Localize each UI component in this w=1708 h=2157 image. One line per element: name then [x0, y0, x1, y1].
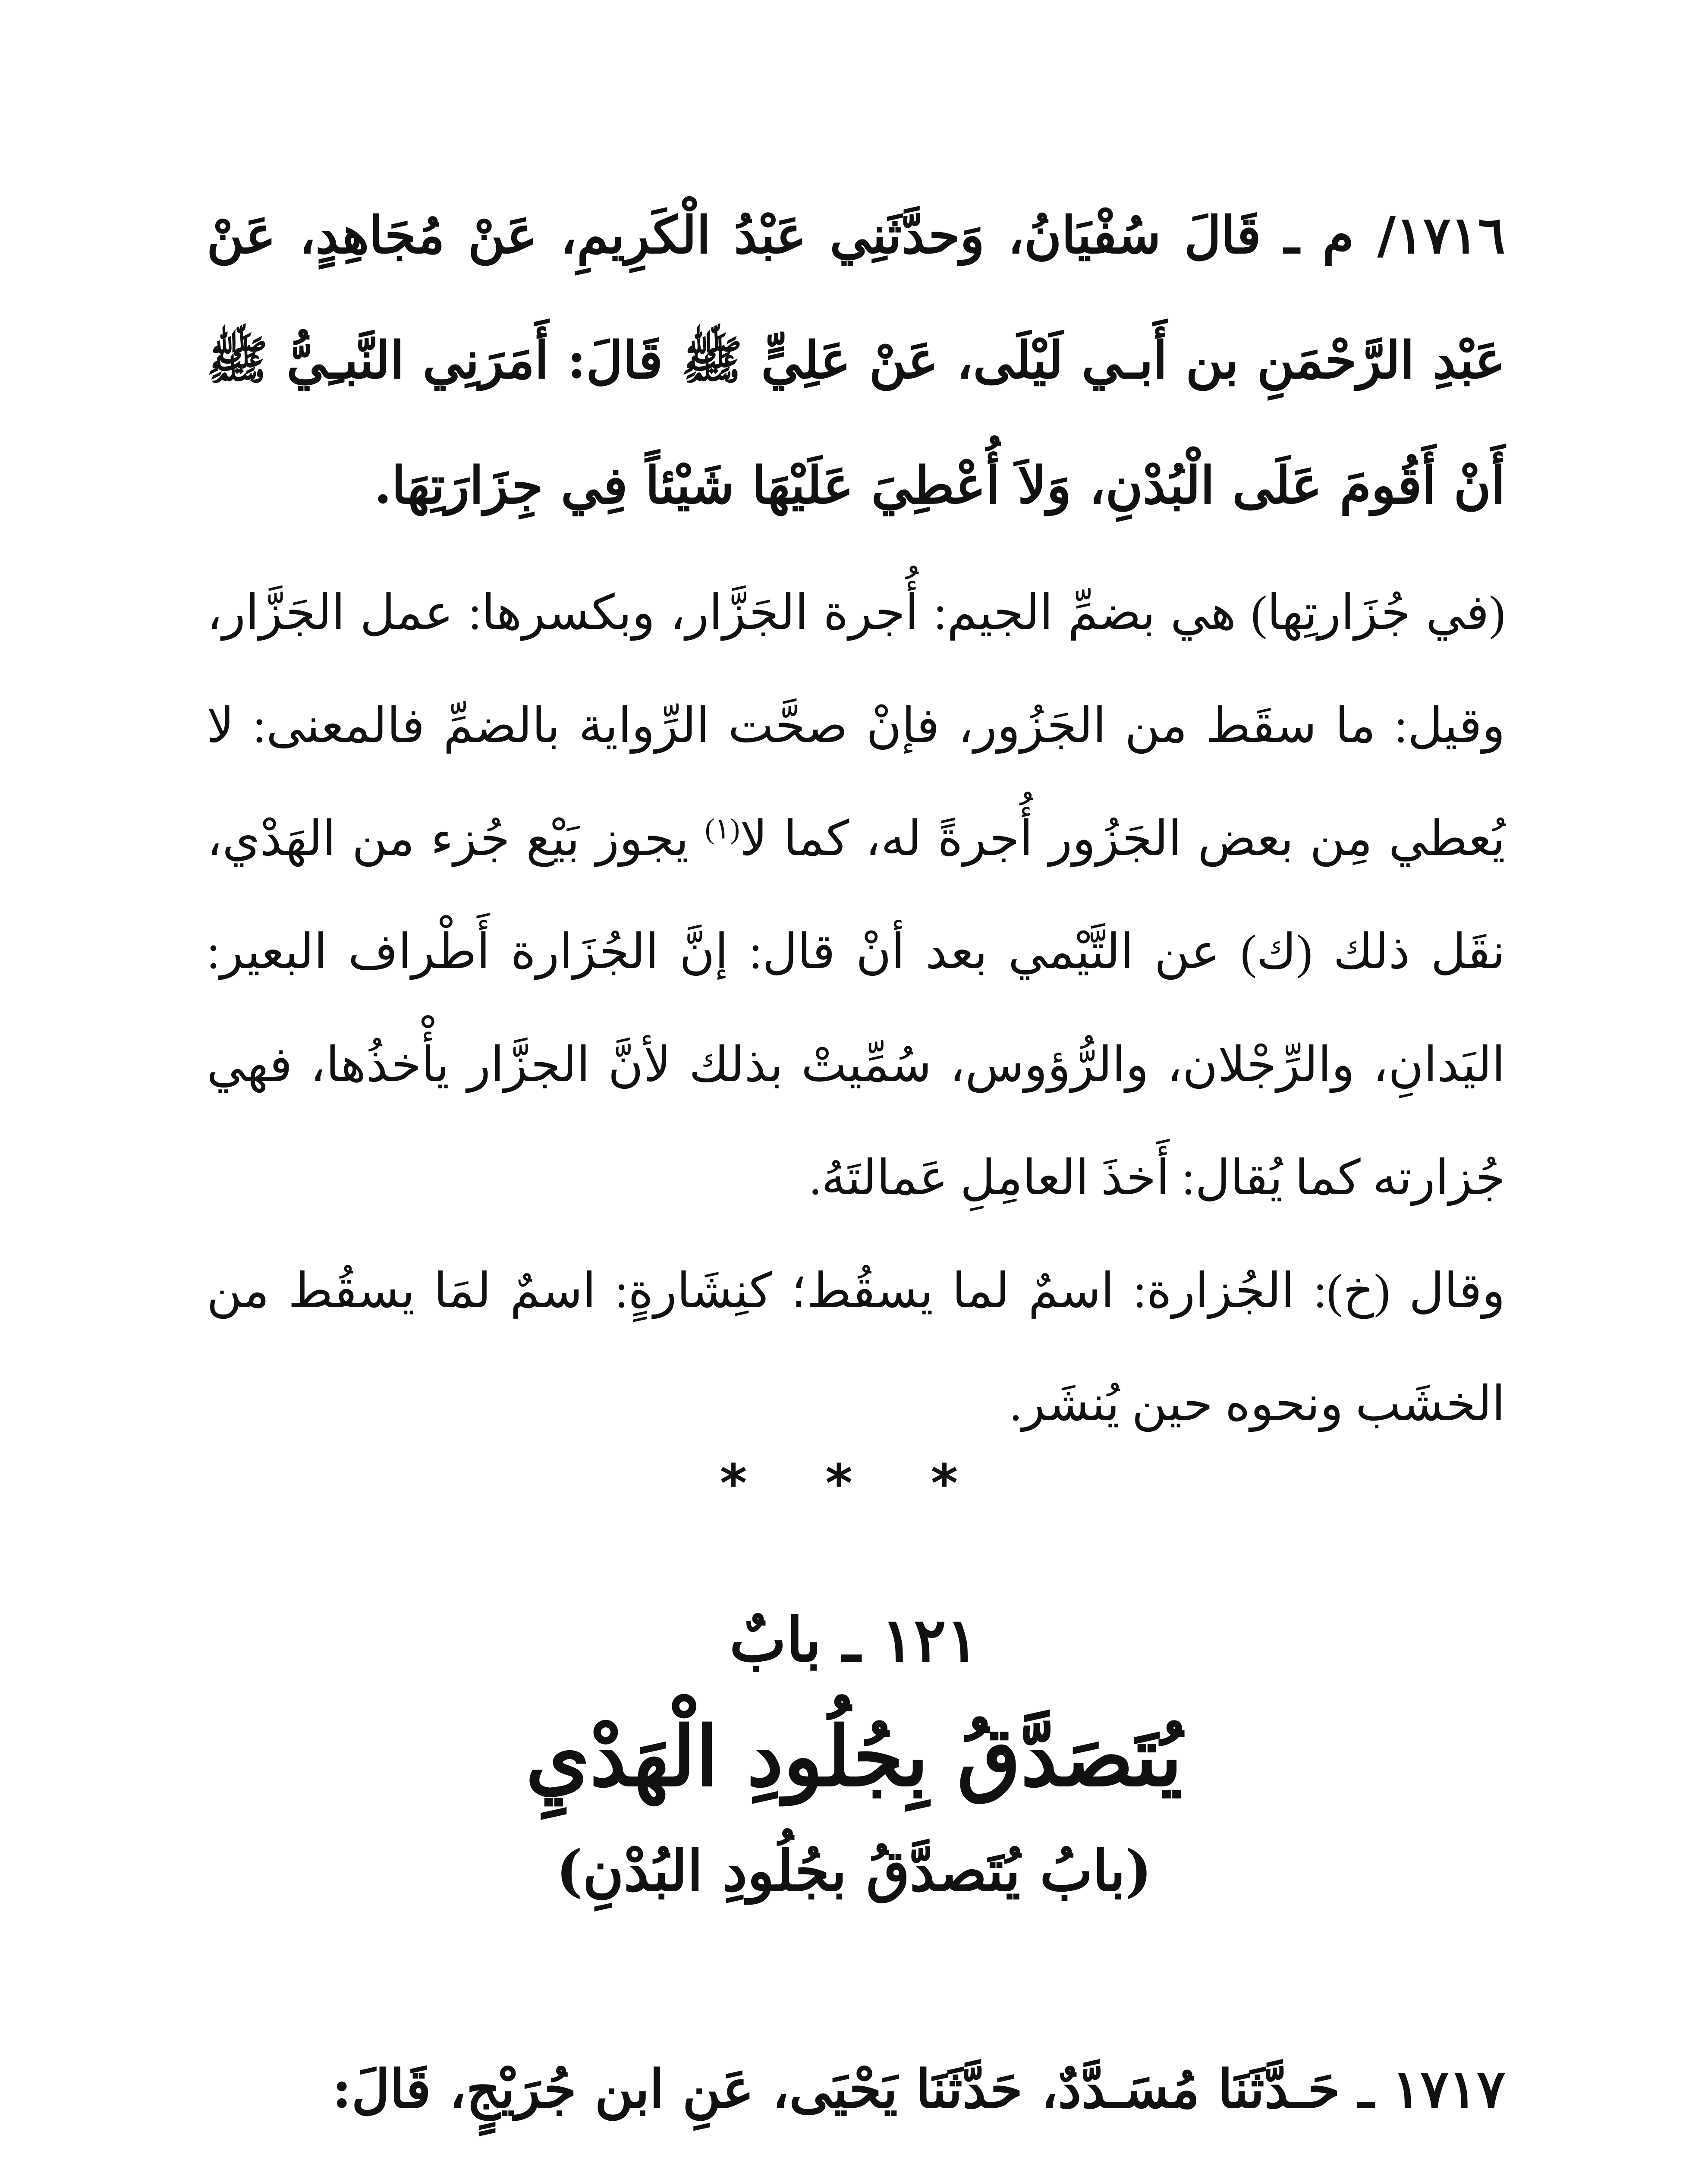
commentary-p1-part2: يجوز بَيْع جُزء من الهَدْي، نقَل ذلك (ك) عن التَّيْمي بعد أنْ قال: إنَّ الجُزَارة أَطْراف البعير: اليَدانِ، والرِّجْلان، والرُّؤوس، سُمِّيتْ بذلك لأنَّ الجزَّار يأْخذُها، فهي جُزارته كما يُقال: أَخذَ العامِلِ عَمالتَهُ. — [207, 812, 1505, 1205]
section-separator: * * * — [720, 1454, 988, 1514]
commentary — [207, 557, 1505, 1461]
footnote-reference[interactable]: (١) — [705, 812, 740, 845]
hadith-1717-text: ١٧١٧ ـ حَـدَّثَنَا مُسَـدَّدٌ، حَدَّثَنَا يَحْيَى، عَنِ ابن جُرَيْجٍ، قَالَ: — [332, 2058, 1505, 2120]
hadith-1717 — [207, 1980, 1505, 2157]
chapter-title: يُتَصَدَّقُ بِجُلُودِ الْهَدْيِ — [525, 1708, 1183, 1805]
commentary-paragraph-1 — [207, 557, 1505, 1235]
commentary-p1-part1: (في جُزَارتِها) هي بضمِّ الجيم: أُجرة الجَزَّار، وبكسرها: عمل الجَزَّار، وقيل: ما سقَط من الجَزُور، فإنْ صحَّت الرِّواية بالضمِّ فالمعنى: لا يُعطي مِن بعض الجَزُور أُجرةً له، كما لا — [207, 586, 1505, 866]
hadith-1716m — [207, 173, 1505, 548]
chapter-subtitle: (بابُ يُتَصدَّقُ بجُلُودِ البُدْنِ) — [556, 1838, 1152, 1904]
commentary-paragraph-2: وقال (خ): الجُزارة: اسمٌ لما يسقُط؛ كنِشَارةٍ: اسمٌ لمَا يسقُط من الخشَب ونحوه حين يُنشَر. — [207, 1264, 1505, 1431]
hadith-1716m-text: ١٧١٦/ م ـ قَالَ سُفْيَانُ، وَحدَّثَنِي عَبْدُ الْكَرِيمِ، عَنْ مُجَاهِدٍ، عَنْ عَبْدِ الرَّحْمَنِ بن أَبـي لَيْلَى، عَنْ عَلِيٍّ ﷺ قَالَ: أَمَرَنِي النَّبـِيُّ ﷺ أَنْ أَقُومَ عَلَى الْبُدْنِ، وَلاَ أُعْطِيَ عَلَيْهَا شَيْئاً فِي جِزَارَتِهَا. — [207, 205, 1505, 515]
chapter-number: ١٢١ ـ بابٌ — [729, 1605, 979, 1676]
